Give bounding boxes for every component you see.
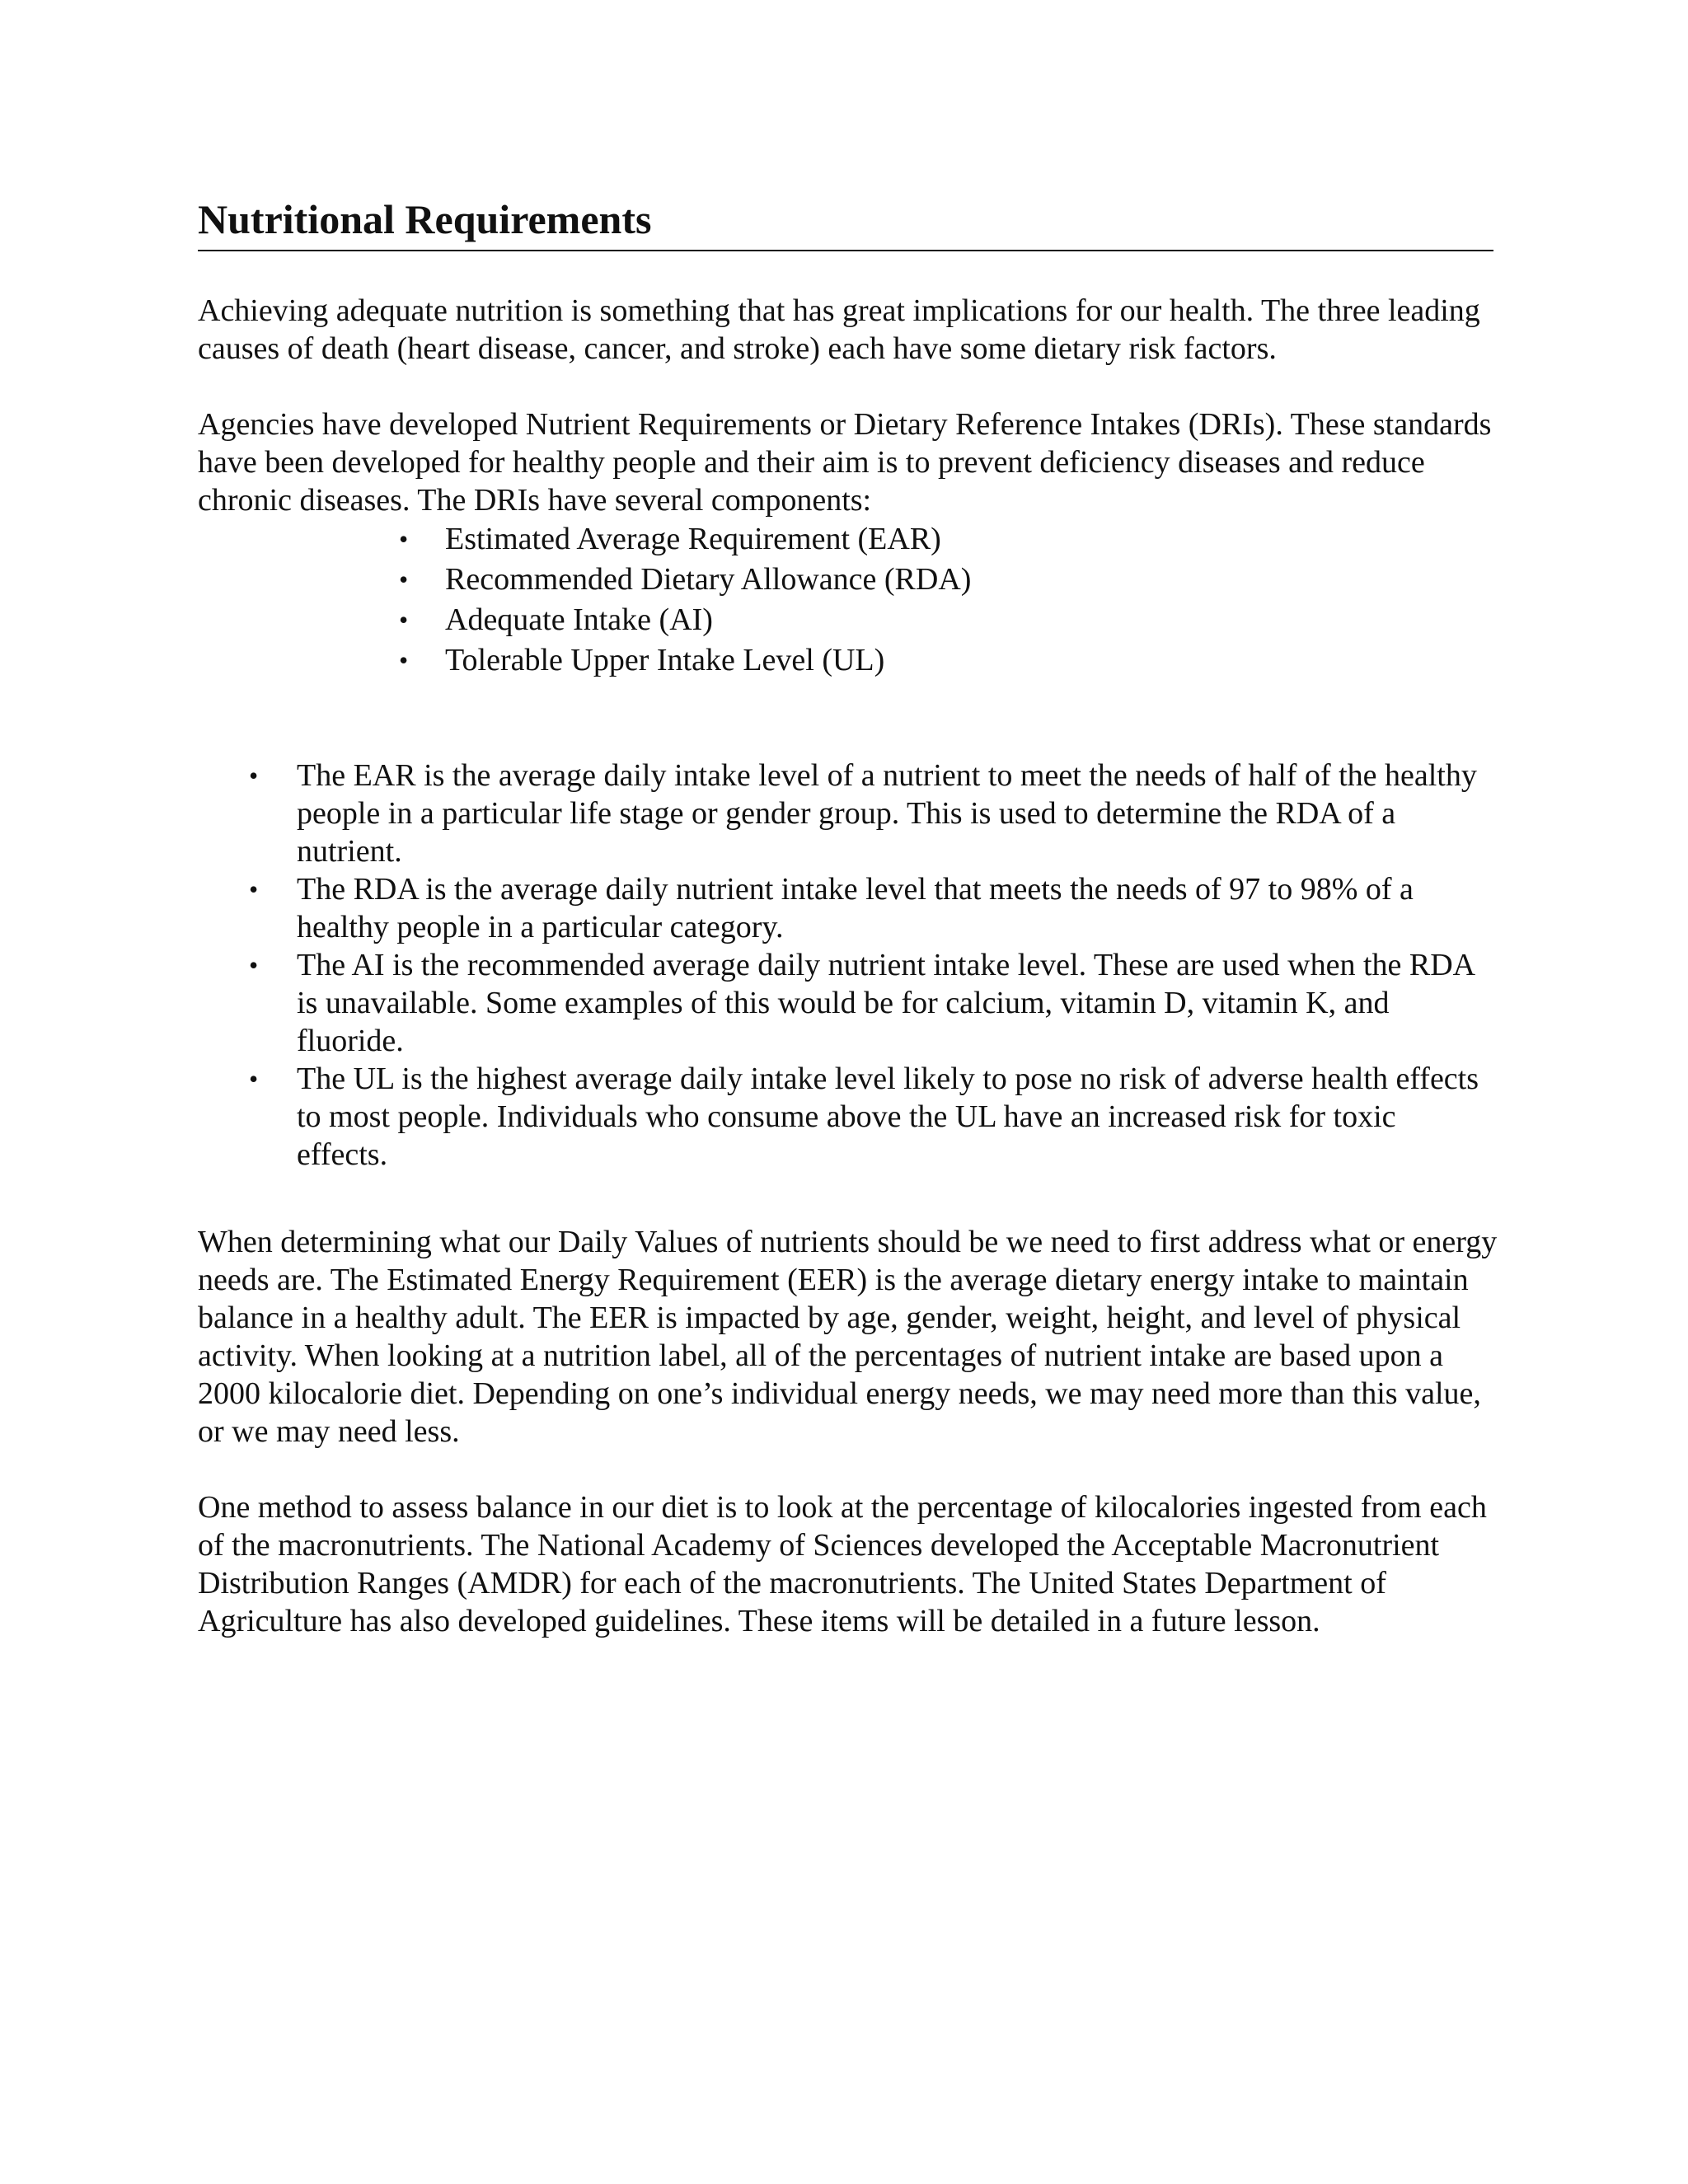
list-item-text: Recommended Dietary Allowance (RDA) bbox=[445, 562, 972, 597]
list-item bbox=[247, 946, 1492, 1060]
bullet-icon: • bbox=[249, 874, 259, 904]
bullet-icon: • bbox=[399, 605, 409, 635]
page-title: Nutritional Requirements bbox=[198, 196, 652, 242]
intro-paragraph-1: Achieving adequate nutrition is something that has great implications for our health. The three leading causes of death (heart disease, cancer, and stroke) each have some dietary risk factors. bbox=[198, 293, 1480, 366]
energy-paragraph: When determining what our Daily Values of nutrients should be we need to first address what or energy needs are. The Estimated Energy Requirement (EER) is the average dietary energy intake to maintain balance in a healthy adult. The EER is impacted by age, gender, weight, height, and level of physical activity. When looking at a nutrition label, all of the percentages of nutrient intake are based upon a 2000 kilocalorie diet. Depending on one’s individual energy needs, we may need more than this value, or we may need less. bbox=[198, 1225, 1498, 1449]
list-item-text: Estimated Average Requirement (EAR) bbox=[445, 522, 941, 556]
title-underline bbox=[198, 250, 1493, 251]
definition-ear: The EAR is the average daily intake level of a nutrient to meet the needs of half of the healthy people in a particular life stage or gender group. This is used to determine the RDA of a nutrient. bbox=[297, 758, 1477, 869]
bullet-icon: • bbox=[399, 645, 409, 675]
bullet-icon: • bbox=[249, 1064, 259, 1094]
definition-ul: The UL is the highest average daily intake level likely to pose no risk of adverse health effects to most people. Individuals who consume above the UL have an increased risk for toxic effects. bbox=[297, 1062, 1479, 1172]
list-item bbox=[396, 600, 971, 640]
list-item bbox=[396, 560, 971, 600]
list-item-text: Tolerable Upper Intake Level (UL) bbox=[445, 643, 885, 677]
bullet-icon: • bbox=[249, 950, 259, 980]
list-item bbox=[247, 870, 1492, 946]
bullet-icon: • bbox=[399, 565, 409, 594]
definitions-list bbox=[247, 757, 1492, 1174]
definition-rda: The RDA is the average daily nutrient intake level that meets the needs of 97 to 98% of a healthy people in a particular category. bbox=[297, 872, 1414, 944]
list-item-text: Adequate Intake (AI) bbox=[445, 602, 713, 637]
list-item bbox=[396, 640, 971, 681]
list-item bbox=[247, 757, 1492, 870]
list-item bbox=[247, 1060, 1492, 1174]
bullet-icon: • bbox=[249, 761, 259, 790]
bullet-icon: • bbox=[399, 524, 409, 554]
definition-ai: The AI is the recommended average daily nutrient intake level. These are used when the RDA is unavailable. Some examples of this would be for calcium, vitamin D, vitamin K, and fluoride. bbox=[297, 948, 1475, 1058]
macronutrient-paragraph: One method to assess balance in our diet is to look at the percentage of kilocalories ingested from each of the macronutrients. The National Academy of Sciences developed the Acceptable Macronutrient Distribution Ranges (AMDR) for each of the macronutrients. The United States Department of Agriculture has also developed guidelines. These items will be detailed in a future lesson. bbox=[198, 1490, 1487, 1638]
dri-components-list bbox=[396, 519, 971, 681]
intro-paragraph-2: Agencies have developed Nutrient Requirements or Dietary Reference Intakes (DRIs). These standards have been developed for healthy people and their aim is to prevent deficiency diseases and reduce chronic diseases. The DRIs have several components: bbox=[198, 407, 1492, 518]
list-item bbox=[396, 519, 971, 560]
